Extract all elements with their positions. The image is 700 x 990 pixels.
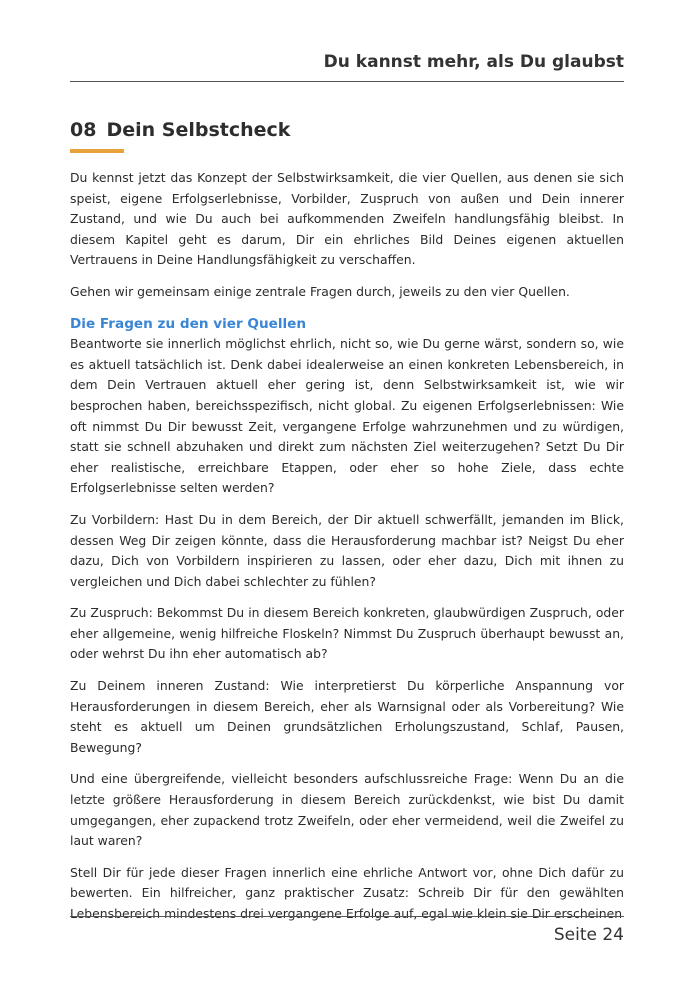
section-paragraph-1: Beantworte sie innerlich möglichst ehrlich, nicht so, wie Du gerne wärst, sondern so, wie es aktuell tatsächlich ist. Denk dabei idealerweise an einen konkreten Lebensbereich, in dem Dein Vertrauen aktuell eher gering ist, denn Selbstwirksamkeit ist, wie wir besprochen haben, bereichsspezifisch, nicht global. Zu eigenen Erfolgserlebnissen: Wie oft nimmst Du Dir bewusst Zeit, vergangene Erfolge wahrzunehmen und zu würdigen, statt sie schnell abzuhaken und direkt zum nächsten Ziel weiterzugehen? Setzt Du Dir eher realistische, erreichbare Etappen, oder eher so hohe Ziele, dass echte Erfolgserlebnisse selten werden? <box>70 336 624 496</box>
running-header-title: Du kannst mehr, als Du glaubst <box>323 52 624 72</box>
intro-paragraph-1: Du kennst jetzt das Konzept der Selbstwirksamkeit, die vier Quellen, aus denen sie sich speist, eigene Erfolgserlebnisse, Vorbilder, Zuspruch von außen und Dein innerer Zustand, und wie Du auch bei aufkommenden Zweifeln handlungsfähig bleibst. In diesem Kapitel geht es darum, Dir ein ehrliches Bild Deines eigenen aktuellen Vertrauens in Deine Handlungsfähigkeit zu verschaffen. <box>70 170 624 268</box>
section-paragraph-4: Zu Deinem inneren Zustand: Wie interpretierst Du körperliche Anspannung vor Herausforderungen in diesem Bereich, eher als Warnsignal oder als Vorbereitung? Wie steht es aktuell um Deinen grundsätzlichen Erholungszustand, Schlaf, Pausen, Bewegung? <box>70 678 624 755</box>
section-paragraph-2: Zu Vorbildern: Hast Du in dem Bereich, der Dir aktuell schwerfällt, jemanden im Blick, dessen Weg Dir zeigen könnte, dass die Herausforderung machbar ist? Neigst Du eher dazu, Dich von Vorbildern inspirieren zu lassen, oder eher dazu, Dich mit ihnen zu vergleichen und Dich dabei schlechter zu fühlen? <box>70 511 624 589</box>
section-paragraph-3: Zu Zuspruch: Bekommst Du in diesem Bereich konkreten, glaubwürdigen Zuspruch, oder eher allgemeine, wenig hilfreiche Floskeln? Nimmst Du Zuspruch überhaupt bewusst an, oder wehrst Du ihn eher automatisch ab? <box>70 605 624 662</box>
section-paragraph-5: Und eine übergreifende, vielleicht besonders aufschlussreiche Frage: Wenn Du an die letzte größere Herausforderung in diesem Bereich zurückdenkst, wie bist Du damit umgegangen, eher zupackend trotz Zweifeln, oder eher vermeidend, weil die Zweifel zu laut waren? <box>70 771 624 849</box>
chapter-body <box>70 168 624 921</box>
intro-paragraph-2: Gehen wir gemeinsam einige zentrale Fragen durch, jeweils zu den vier Quellen. <box>70 283 570 299</box>
chapter-accent-bar <box>70 149 124 153</box>
chapter-number: 08 <box>70 119 97 141</box>
chapter-title <box>70 117 290 143</box>
page-number: Seite 24 <box>553 925 624 945</box>
section-paragraph-6: Stell Dir für jede dieser Fragen innerlich eine ehrliche Antwort vor, ohne Dich dafür zu bewerten. Ein hilfreicher, ganz praktischer Zusatz: Schreib Dir für den gewählten Lebensbereich mindestens drei vergangene Erfolge auf, egal wie klein sie Dir erscheinen <box>70 864 624 921</box>
header-divider <box>70 81 624 82</box>
footer-divider <box>70 916 624 917</box>
section-heading: Die Fragen zu den vier Quellen <box>70 315 307 332</box>
chapter-title-text: Dein Selbstcheck <box>106 119 291 141</box>
